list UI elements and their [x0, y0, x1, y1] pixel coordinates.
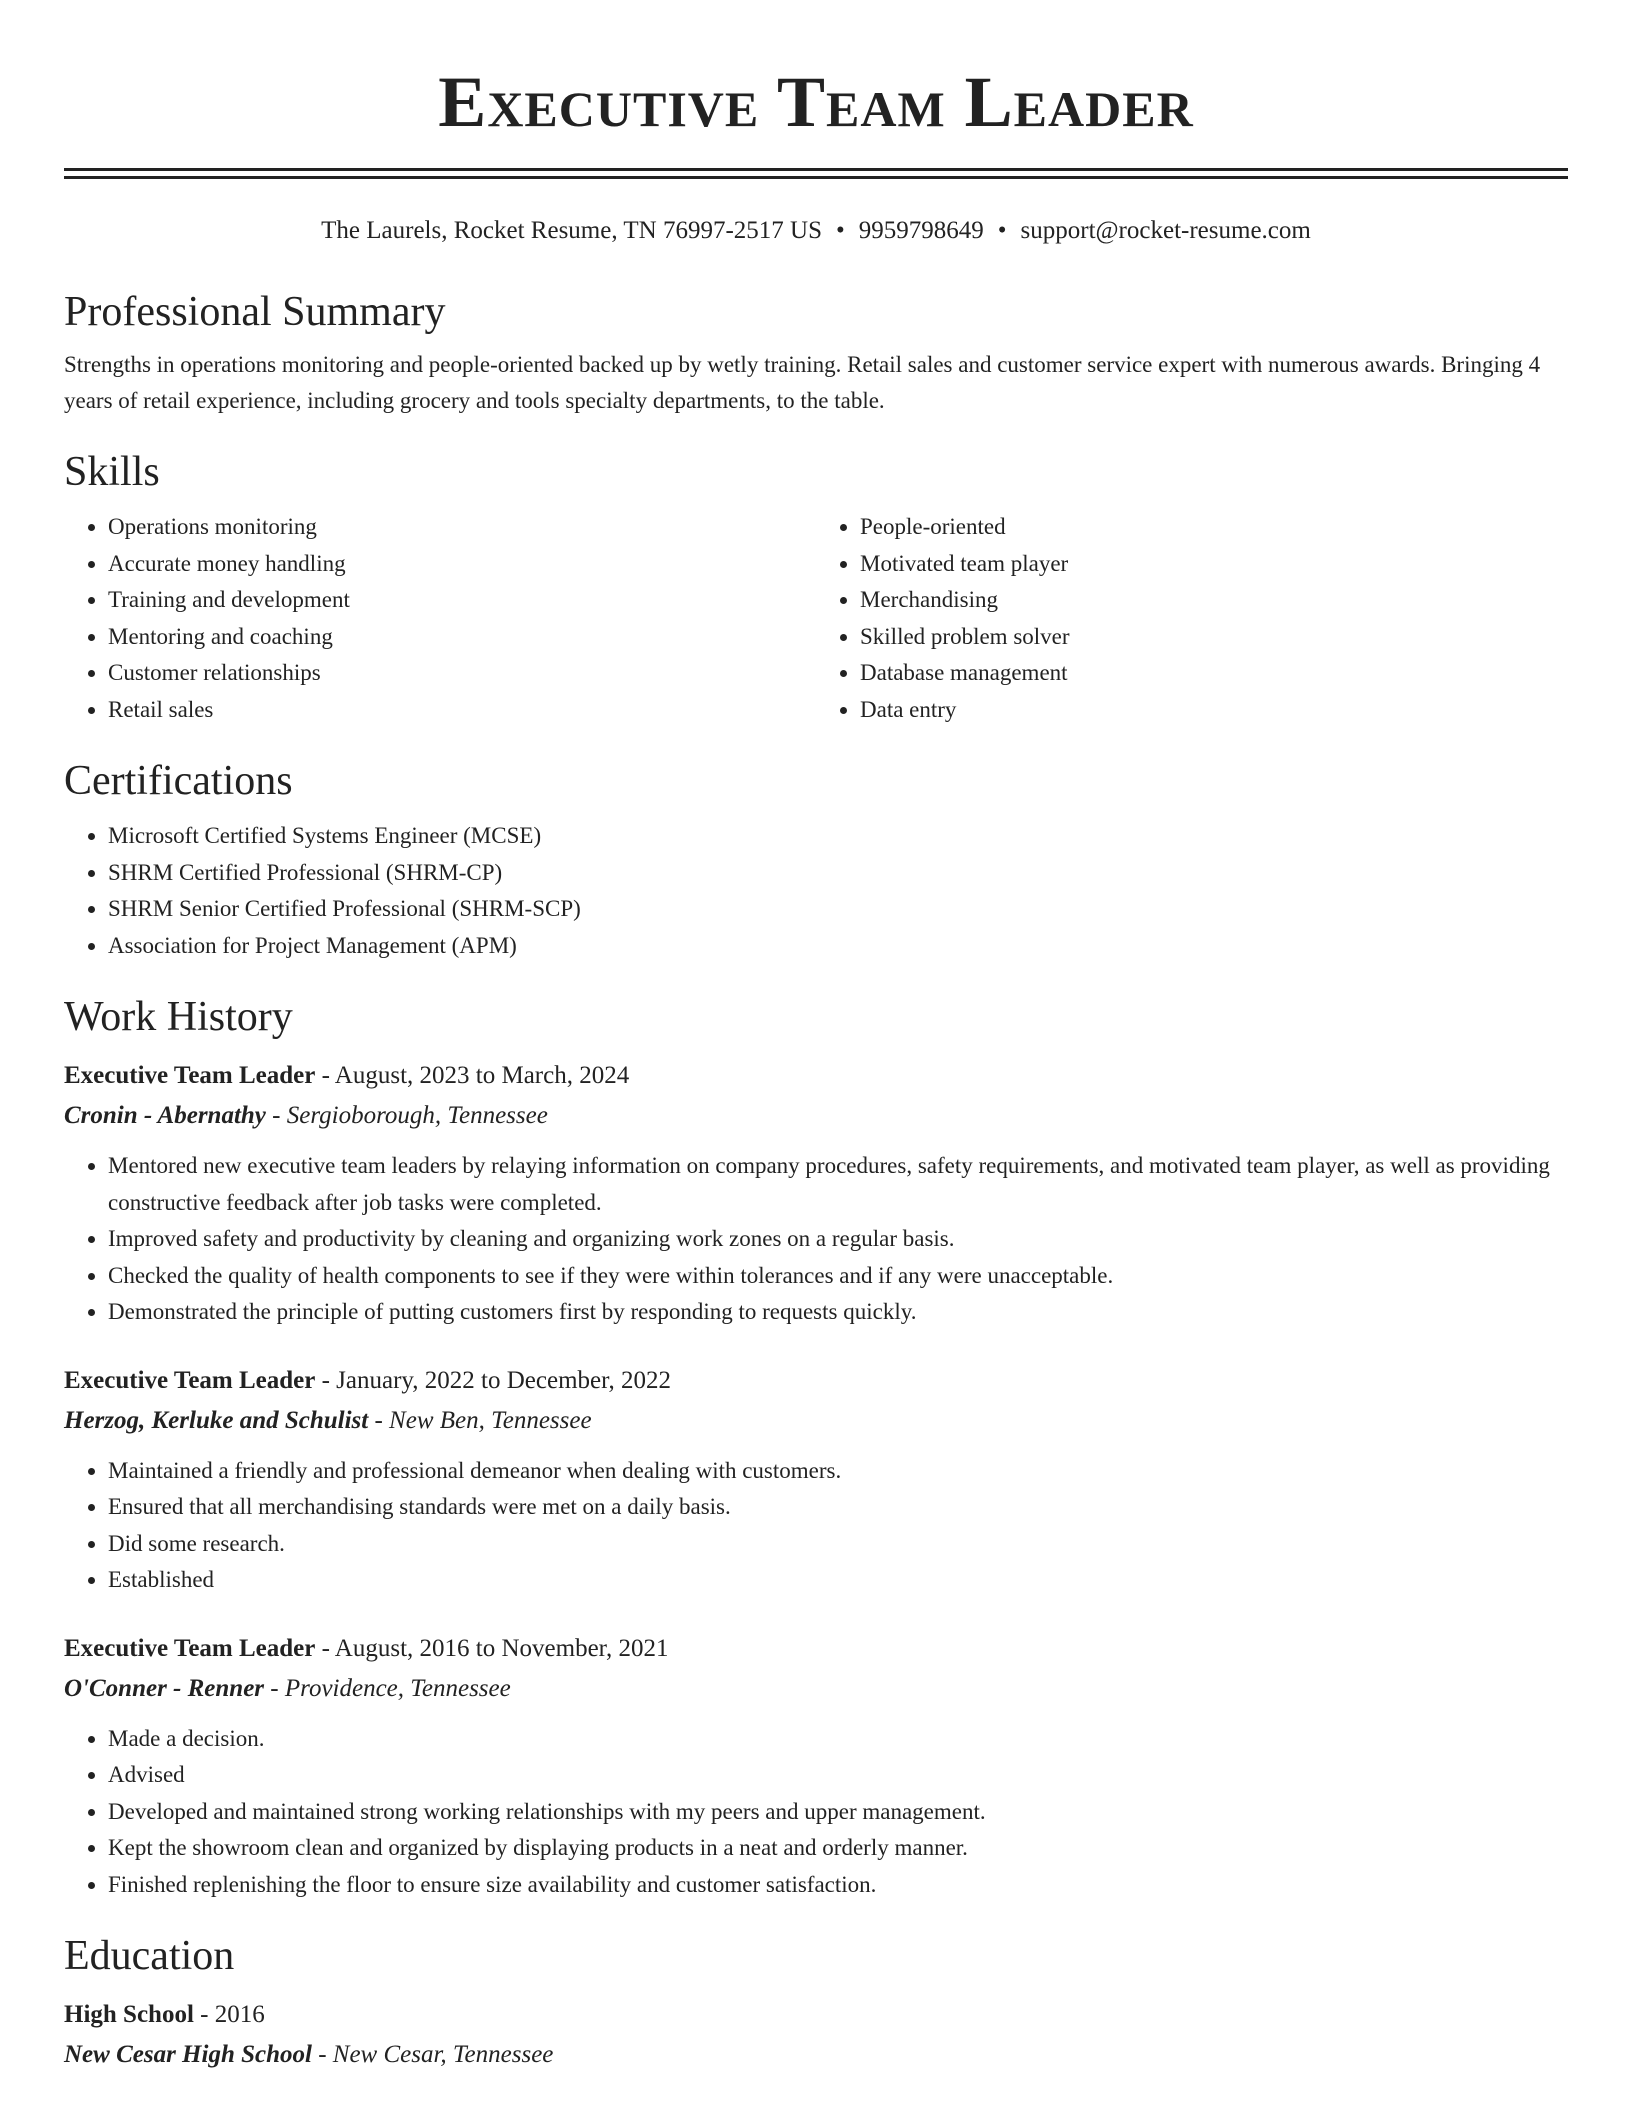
education-entry	[64, 1995, 1568, 2075]
job-title-line	[64, 1629, 1568, 1669]
job-title: Executive Team Leader	[64, 1366, 316, 1394]
job-bullet: • Developed and maintained strong working relationships with my peers and upper management.	[108, 1794, 1568, 1831]
job-dates: - August, 2016 to November, 2021	[315, 1634, 669, 1662]
job-bullets	[64, 1453, 1568, 1599]
contact-phone: 9959798649	[858, 217, 984, 244]
certifications-list	[64, 818, 1568, 964]
job-bullet: • Established	[108, 1562, 1568, 1599]
summary-text: Strengths in operations monitoring and people-oriented backed up by wetly training. Retail sales and customer service expert with numerous awards. Bringing 4 years of retail experience, including grocery and tools specialty departments, to the table.	[64, 352, 1541, 413]
job-bullets	[64, 1721, 1568, 1904]
work-history-section	[64, 992, 1568, 1903]
section-heading-skills: Skills	[64, 449, 160, 495]
job-company-line	[64, 1401, 1568, 1441]
job-dates: - January, 2022 to December, 2022	[315, 1366, 671, 1394]
skill-item: • Skilled problem solver	[860, 619, 1568, 656]
skill-item: • Data entry	[860, 692, 1568, 729]
skill-item: • Training and development	[108, 582, 816, 619]
section-heading-work-history: Work History	[64, 994, 293, 1040]
bullet-separator: •	[836, 217, 845, 244]
job-location: - Providence, Tennessee	[264, 1674, 511, 1702]
skill-item: • Merchandising	[860, 582, 1568, 619]
skill-item: • Operations monitoring	[108, 509, 816, 546]
job-bullet: • Kept the showroom clean and organized by displaying products in a neat and orderly manner.	[108, 1830, 1568, 1867]
certification-item: • SHRM Senior Certified Professional (SHRM-SCP)	[108, 891, 1568, 928]
job-company: Cronin - Abernathy	[64, 1102, 266, 1129]
job-bullet: • Made a decision.	[108, 1721, 1568, 1758]
skills-list-right	[816, 509, 1568, 728]
skill-item: • Motivated team player	[860, 546, 1568, 583]
job-title: Executive Team Leader	[64, 1062, 316, 1089]
skill-item: • People-oriented	[860, 509, 1568, 546]
job-company-line	[64, 1096, 1568, 1136]
job-title-line	[64, 1361, 1568, 1401]
certification-item: • SHRM Certified Professional (SHRM-CP)	[108, 855, 1568, 892]
section-heading-summary: Professional Summary	[64, 289, 446, 335]
education-location: - New Cesar, Tennessee	[311, 2041, 554, 2068]
certification-item: • Microsoft Certified Systems Engineer (MCSE)	[108, 818, 1568, 855]
job-location: - New Ben, Tennessee	[368, 1406, 592, 1434]
job-location: - Sergioborough, Tennessee	[265, 1102, 548, 1129]
job-bullet: • Ensured that all merchandising standards were met on a daily basis.	[108, 1489, 1568, 1526]
header-double-rule	[64, 168, 1568, 179]
contact-line	[64, 215, 1568, 247]
job-bullet: • Demonstrated the principle of putting customers first by responding to requests quickly.	[108, 1294, 1568, 1331]
job-bullet: • Advised	[108, 1757, 1568, 1794]
job-bullet: • Checked the quality of health components to see if they were within tolerances and if any were unacceptable.	[108, 1258, 1568, 1295]
job-dates: - August, 2023 to March, 2024	[315, 1062, 630, 1089]
job-company: Herzog, Kerluke and Schulist	[64, 1406, 369, 1434]
skill-item: • Accurate money handling	[108, 546, 816, 583]
resume-name: Executive Team Leader	[438, 62, 1194, 142]
education-degree: High School	[64, 2001, 194, 2028]
certifications-section	[64, 756, 1568, 964]
skills-section	[64, 447, 1568, 728]
education-section	[64, 1931, 1568, 2075]
job-entry	[64, 1361, 1568, 1599]
certification-item: • Association for Project Management (APM)	[108, 928, 1568, 965]
section-heading-education: Education	[64, 1933, 235, 1979]
bullet-separator: •	[997, 217, 1007, 244]
job-bullet: • Did some research.	[108, 1526, 1568, 1563]
summary-section	[64, 287, 1568, 419]
skill-item: • Mentoring and coaching	[108, 619, 816, 656]
job-company-line	[64, 1669, 1568, 1709]
section-heading-certifications: Certifications	[64, 758, 293, 804]
contact-address: The Laurels, Rocket Resume, TN 76997-2517 US	[321, 217, 822, 244]
skills-list-left	[64, 509, 816, 728]
skills-columns	[64, 509, 1568, 728]
skill-item: • Retail sales	[108, 692, 816, 729]
job-entry	[64, 1056, 1568, 1331]
skill-item: • Database management	[860, 655, 1568, 692]
job-bullet: • Maintained a friendly and professional demeanor when dealing with customers.	[108, 1453, 1568, 1490]
job-title-line	[64, 1056, 1568, 1096]
job-bullet: • Finished replenishing the floor to ensure size availability and customer satisfaction.	[108, 1867, 1568, 1904]
job-bullet: • Improved safety and productivity by cleaning and organizing work zones on a regular basis.	[108, 1221, 1568, 1258]
education-school: New Cesar High School	[64, 2041, 312, 2068]
job-title: Executive Team Leader	[64, 1634, 316, 1662]
job-entry	[64, 1629, 1568, 1904]
job-bullet: • Mentored new executive team leaders by relaying information on company procedures, safety requirements, and motivated team player, as well as providing constructive feedback after job tasks were completed.	[108, 1148, 1568, 1221]
job-bullets	[64, 1148, 1568, 1331]
education-degree-line	[64, 1995, 1568, 2035]
education-year: - 2016	[193, 2001, 265, 2028]
skill-item: • Customer relationships	[108, 655, 816, 692]
job-company: O'Conner - Renner	[64, 1674, 265, 1702]
contact-email: support@rocket-resume.com	[1020, 217, 1311, 244]
education-school-line	[64, 2035, 1568, 2075]
